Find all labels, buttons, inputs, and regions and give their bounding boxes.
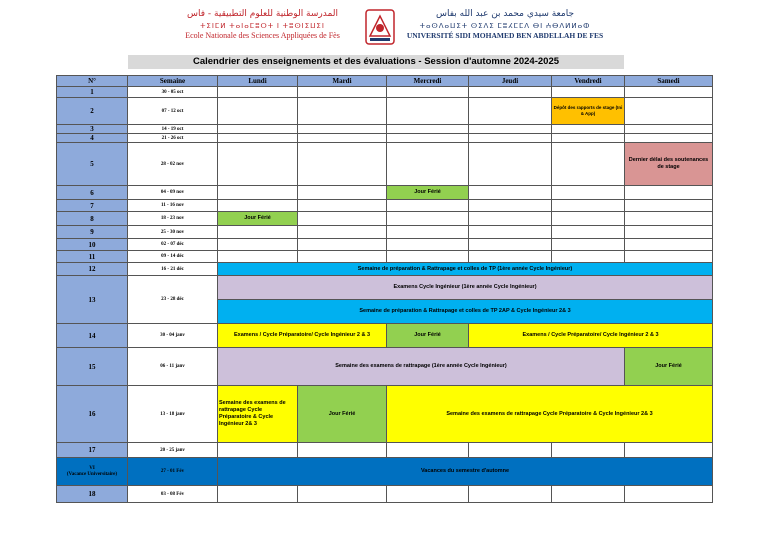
event-preparation-w13: Semaine de préparation & Rattrapage et colles de TP 2AP & Cycle Ingénieur 2& 3 [218, 300, 713, 324]
event-rattrapage-w15: Semaine des examens de rattrapage (1ère année Cycle Ingénieur) [218, 348, 625, 386]
week-number: 4 [57, 134, 128, 143]
week-number: 12 [57, 263, 128, 276]
event-preparation-w12: Semaine de préparation & Rattrapage et colles de TP (1ère année Cycle Ingénieur) [218, 263, 713, 276]
event-exam-w14-left: Examens / Cycle Préparatoire/ Cycle Ingénieur 2 & 3 [218, 324, 387, 348]
week-number: 11 [57, 251, 128, 263]
column-header-friday: Vendredi [552, 76, 625, 87]
ensa-tifinagh-name: ⵜⵉⵏⵎⵍ ⵜⴰⵏⴰⵎⵓⵔⵜ ⵏ ⵜⵓⵙⵏⵉⵡⵉⵏ [200, 22, 325, 30]
event-jour-ferie: Jour Férié [387, 186, 469, 200]
table-row [57, 458, 713, 486]
week-dates: 30 - 05 oct [128, 87, 218, 98]
week-dates: 28 - 02 nov [128, 143, 218, 186]
column-header-monday: Lundi [218, 76, 298, 87]
week-dates: 13 - 18 janv [128, 386, 218, 443]
column-header-week: Semaine [128, 76, 218, 87]
table-row [57, 348, 713, 386]
event-jour-ferie: Jour Férié [298, 386, 387, 443]
table-row [57, 98, 713, 125]
week-dates: 14 - 19 oct [128, 125, 218, 134]
week-dates: 07 - 12 oct [128, 98, 218, 125]
week-dates: 23 - 28 déc [128, 276, 218, 324]
week-dates: 30 - 04 janv [128, 324, 218, 348]
table-row [57, 200, 713, 212]
week-dates: 04 - 09 nov [128, 186, 218, 200]
table-row [57, 143, 713, 186]
usmba-tifinagh-name: ⵜⴰⵙⴷⴰⵡⵉⵜ ⵙⵉⴷⵉ ⵎⵓⵃⵎⵎⴷ ⴱⵏ ⵄⴱⴷⵍⵍⴰⵀ [419, 22, 591, 30]
column-header-number: N° [57, 76, 128, 87]
week-number: 16 [57, 386, 128, 443]
column-header-tuesday: Mardi [298, 76, 387, 87]
week-dates: 16 - 21 déc [128, 263, 218, 276]
table-row [57, 226, 713, 239]
table-row [57, 443, 713, 458]
week-dates: 18 - 23 nov [128, 212, 218, 226]
ensa-french-name: Ecole Nationale des Sciences Appliquées de Fès [185, 31, 340, 40]
event-jour-ferie: Jour Férié [625, 348, 713, 386]
week-number: 15 [57, 348, 128, 386]
table-row [57, 186, 713, 200]
week-number: 7 [57, 200, 128, 212]
table-row [57, 386, 713, 443]
page-header [0, 0, 768, 52]
table-row [57, 239, 713, 251]
table-row [57, 324, 713, 348]
table-row [57, 87, 713, 98]
week-number: 17 [57, 443, 128, 458]
week-dates: 25 - 30 nov [128, 226, 218, 239]
table-row [57, 125, 713, 134]
week-number: 13 [57, 276, 128, 324]
week-number: 1 [57, 87, 128, 98]
week-number: 18 [57, 486, 128, 503]
page-title: Calendrier des enseignements et des évaluations - Session d'automne 2024-2025 [128, 55, 624, 69]
week-dates: 20 - 25 janv [128, 443, 218, 458]
table-row [57, 276, 713, 300]
event-rattrapage-w16-right: Semaine des examens de rattrapage Cycle Préparatoire & Cycle Ingénieur 2& 3 [387, 386, 713, 443]
week-number: 8 [57, 212, 128, 226]
ensa-arabic-name: المدرسة الوطنية للعلوم التطبيقية - فاس [187, 9, 338, 19]
week-dates: 06 - 11 janv [128, 348, 218, 386]
week-dates: 27 - 01 Fév [128, 458, 218, 486]
table-row [57, 212, 713, 226]
table-header-row [57, 76, 713, 87]
week-number: 5 [57, 143, 128, 186]
column-header-thursday: Jeudi [469, 76, 552, 87]
vacation-label: VI (Vacance Universitaire) [57, 458, 128, 486]
week-dates: 11 - 16 nov [128, 200, 218, 212]
week-number: 10 [57, 239, 128, 251]
table-row [57, 251, 713, 263]
week-dates: 09 - 14 déc [128, 251, 218, 263]
week-dates: 02 - 07 déc [128, 239, 218, 251]
week-number: 3 [57, 125, 128, 134]
event-rattrapage-w16-left: Semaine des examens de rattrapage Cycle Préparatoire & Cycle Ingénieur 2& 3 [218, 386, 298, 443]
week-dates: 03 - 08 Fév [128, 486, 218, 503]
event-jour-ferie: Jour Férié [218, 212, 298, 226]
event-depot-rapports: Dépôt des rapports de stage (Ini & App) [552, 98, 625, 125]
table-row [57, 134, 713, 143]
column-header-wednesday: Mercredi [387, 76, 469, 87]
week-number: 2 [57, 98, 128, 125]
table-row [57, 486, 713, 503]
usmba-french-name: UNIVERSITÉ SIDI MOHAMED BEN ABDELLAH DE FES [406, 31, 604, 40]
table-row [57, 263, 713, 276]
event-vacances: Vacances du semestre d'automne [218, 458, 713, 486]
week-number: 14 [57, 324, 128, 348]
usmba-arabic-name: جامعة سيدي محمد بن عبد الله بفاس [435, 9, 575, 19]
week-number: 9 [57, 226, 128, 239]
event-dernier-delai: Dernier délai des soutenances de stage [625, 143, 713, 186]
column-header-saturday: Samedi [625, 76, 713, 87]
week-dates: 21 - 26 oct [128, 134, 218, 143]
event-jour-ferie: Jour Férié [387, 324, 469, 348]
week-number: 6 [57, 186, 128, 200]
calendar-table [56, 75, 713, 503]
event-exam-w14-right: Examens / Cycle Préparatoire/ Cycle Ingénieur 2 & 3 [469, 324, 713, 348]
university-logo-icon [360, 6, 400, 48]
event-exam-cycle-ingenieur: Examens Cycle Ingénieur (1ère année Cycle Ingénieur) [218, 276, 713, 300]
